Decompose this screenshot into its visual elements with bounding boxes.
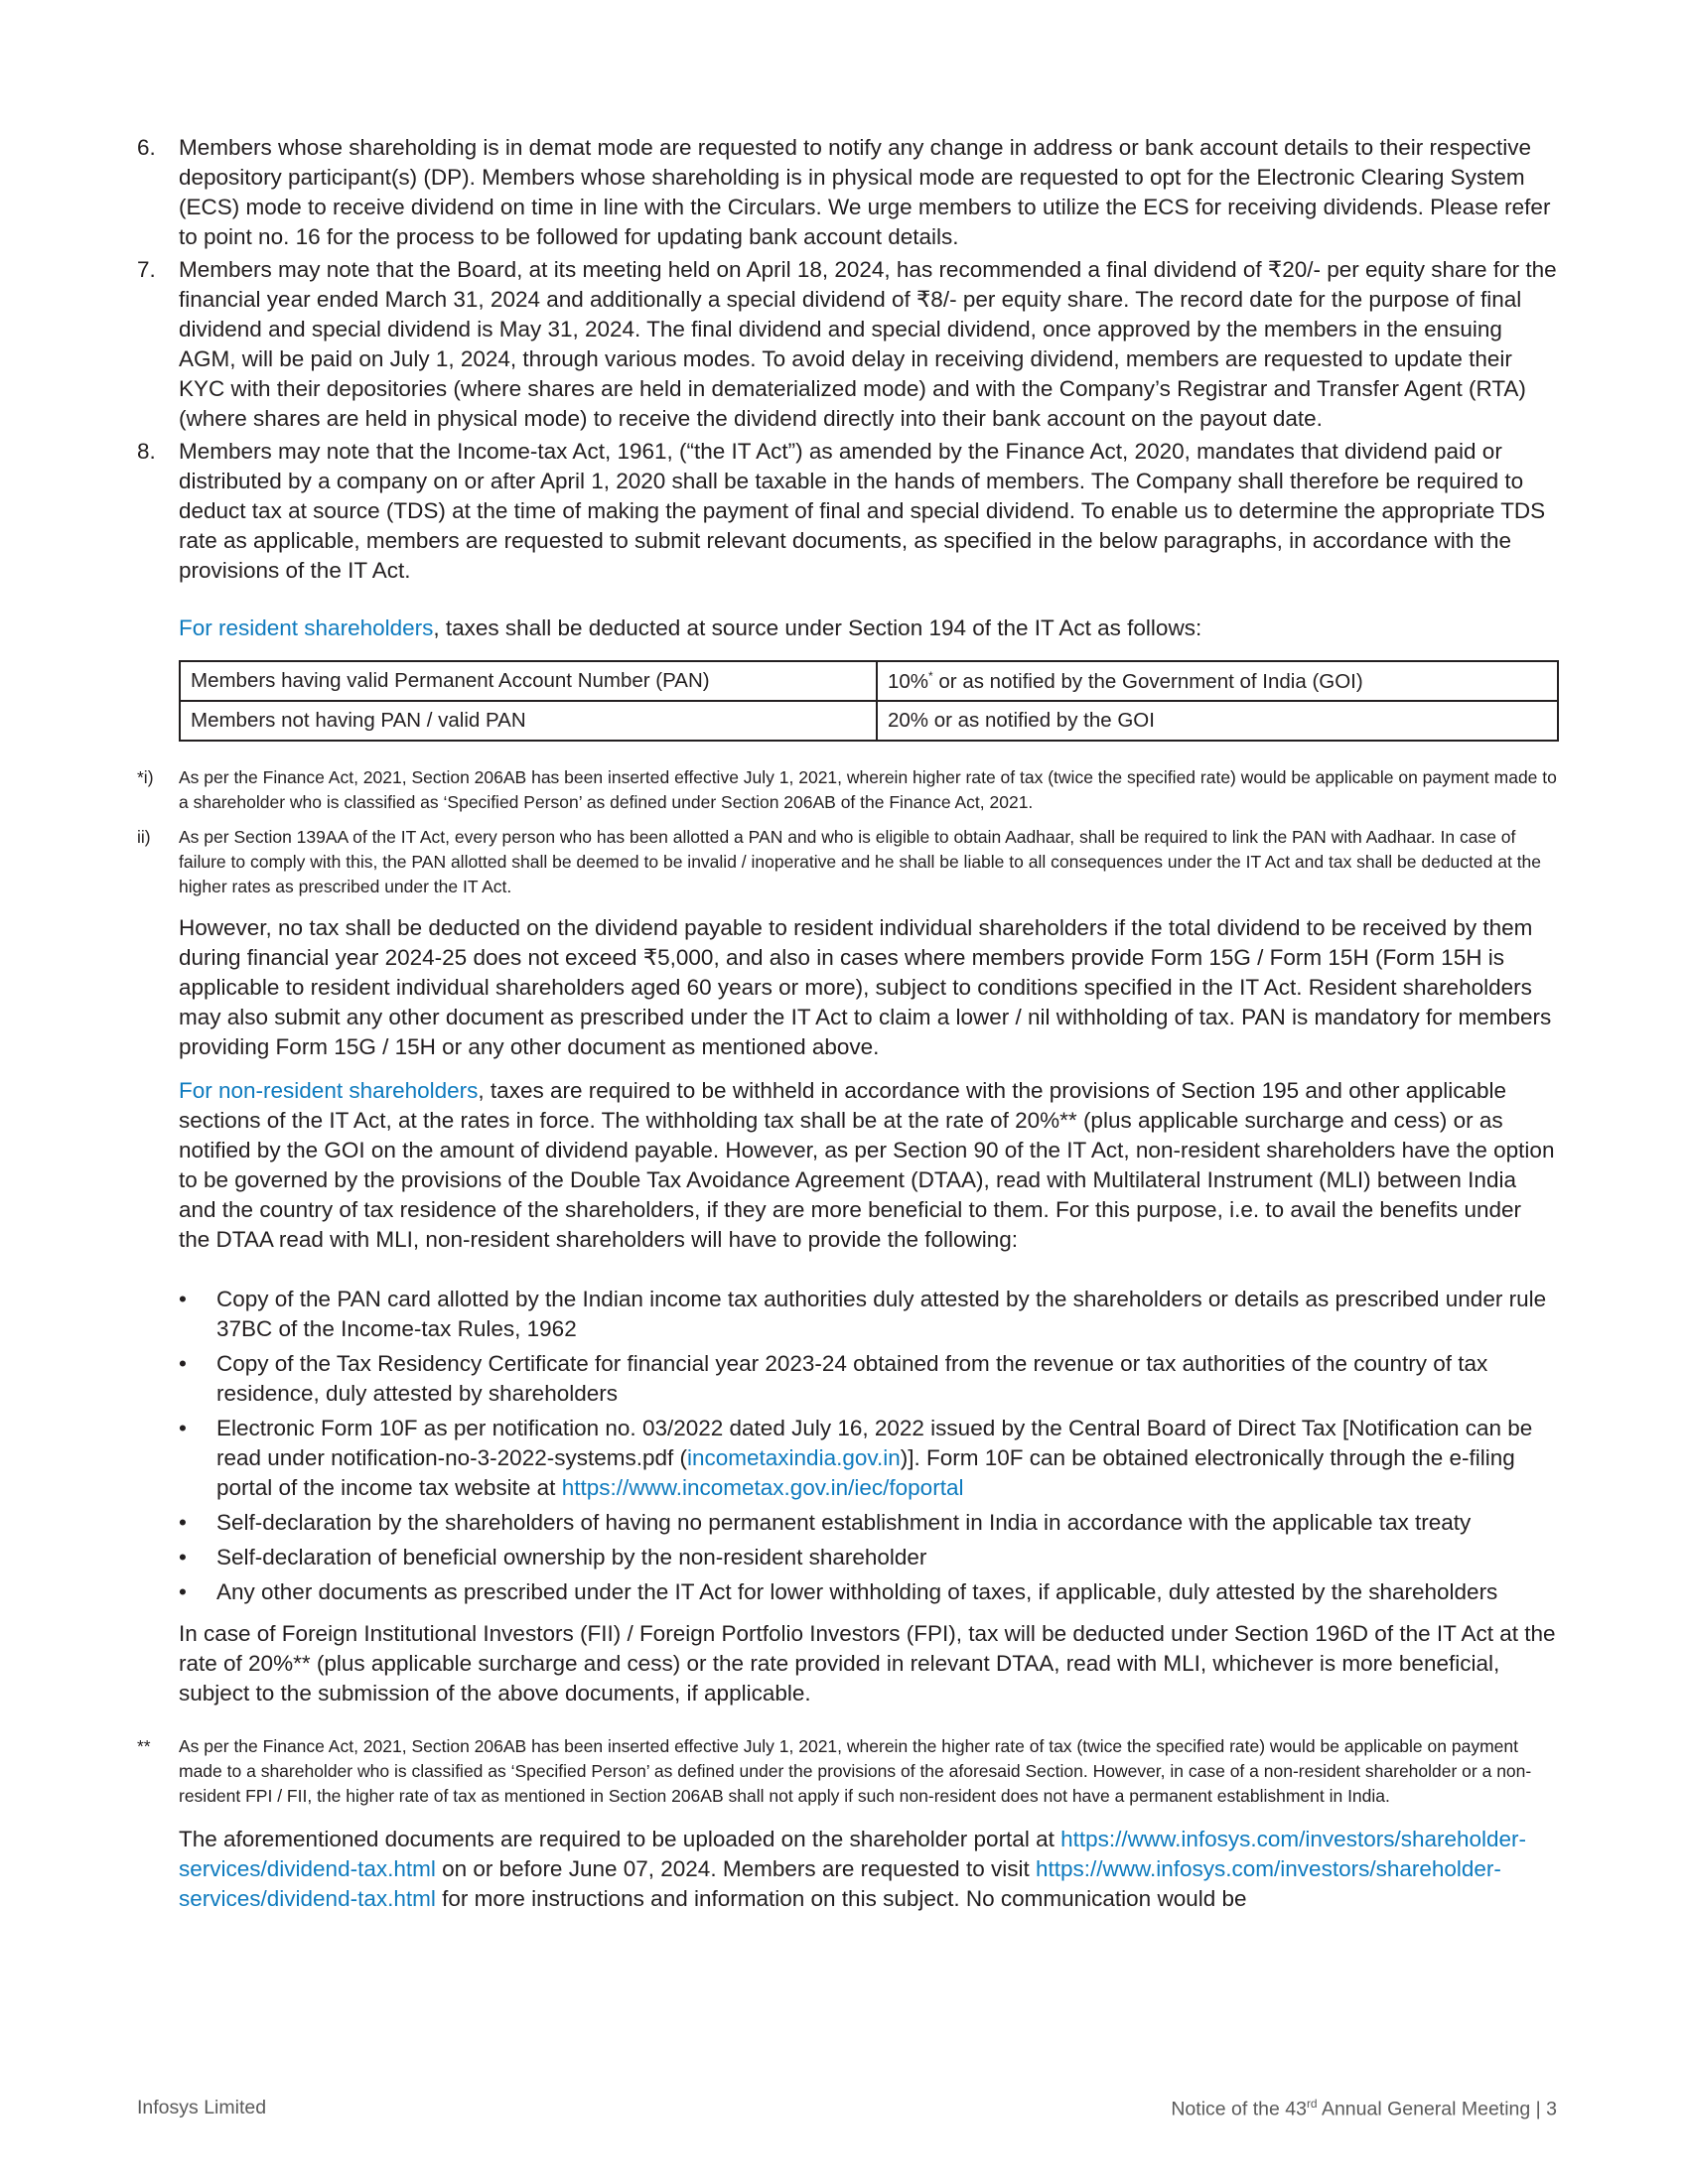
list-item: • Self-declaration by the shareholders of having no permanent establishment in India in accordance with the applicable tax treaty	[179, 1508, 1557, 1538]
table-row	[180, 701, 1558, 741]
item-number: 6.	[137, 135, 156, 160]
resident-intro	[179, 614, 1557, 643]
resident-link[interactable]: For resident shareholders	[179, 615, 434, 640]
list-item: • Copy of the Tax Residency Certificate for financial year 2023-24 obtained from the revenue or tax authorities of the country of tax residence, duly attested by shareholders	[179, 1349, 1557, 1409]
list-item-8	[137, 437, 1557, 586]
list-item-7	[137, 255, 1557, 434]
nonresident-paragraph	[179, 1076, 1557, 1255]
however-paragraph: However, no tax shall be deducted on the dividend payable to resident individual shareholders if the total dividend to be received by them during financial year 2024-25 does not exceed ₹5,000, and also in cases where members provide Form 15G / Form 15H (Form 15H is applicable to resident individual shareholders aged 60 years or more), subject to conditions specified in the IT Act. Resident shareholders may also submit any other document as prescribed under the IT Act to claim a lower / nil withholding of tax. PAN is mandatory for members providing Form 15G / 15H or any other document as mentioned above.	[179, 915, 1552, 1059]
table-cell: 10%* or as notified by the Government of India (GOI)	[877, 661, 1558, 701]
footnote-text: As per the Finance Act, 2021, Section 206AB has been inserted effective July 1, 2021, wherein the higher rate of tax (twice the specified rate) would be applicable on payment made to a shareholder who is classified as ‘Specified Person’ as defined under the provisions of the aforesaid Section. However, in case of a non-resident shareholder or a non-resident FPI / FII, the higher rate of tax as mentioned in Section 206AB shall not apply if such non-resident does not have a permanent establishment in India.	[179, 1736, 1532, 1806]
footnote-i	[137, 765, 1557, 815]
footnote-text: As per the Finance Act, 2021, Section 206AB has been inserted effective July 1, 2021, wherein higher rate of tax (twice the specified rate) would be applicable on payment made to a shareholder who is classified as ‘Specified Person’ as defined under Section 206AB of the Finance Act, 2021.	[179, 767, 1557, 812]
bullet-icon: •	[179, 1545, 187, 1570]
item-number: 8.	[137, 439, 156, 464]
list-item: • Electronic Form 10F as per notification no. 03/2022 dated July 16, 2022 issued by the Central Board of Direct Tax [Notification can be read under notification-no-3-2022-systems.pdf (incometaxindia.gov.in)]. Form 10F can be obtained electronically through the e-filing portal of the income tax website at https://www.incometax.gov.in/iec/foportal	[179, 1414, 1557, 1503]
item-text: Members whose shareholding is in demat mode are requested to notify any change in address or bank account details to their respective depository participant(s) (DP). Members whose shareholding is in physical mode are requested to opt for the Electronic Clearing System (ECS) mode to receive dividend on time in line with the Circulars. We urge members to utilize the ECS for receiving dividends. Please refer to point no. 16 for the process to be followed for updating bank account details.	[179, 135, 1551, 249]
footnote-text: As per Section 139AA of the IT Act, every person who has been allotted a PAN and who is eligible to obtain Aadhaar, shall be required to link the PAN with Aadhaar. In case of failure to comply with this, the PAN allotted shall be deemed to be invalid / inoperative and he shall be liable to all consequences under the IT Act and tax shall be deducted at the higher rates as prescribed under the IT Act.	[179, 827, 1542, 896]
dividend-tax-link-2[interactable]: https://www.infosys.com/investors/shareholder-services/dividend-tax.html	[179, 1856, 1501, 1911]
nonresident-link[interactable]: For non-resident shareholders	[179, 1078, 479, 1103]
footer-company: Infosys Limited	[137, 2097, 267, 2118]
footnote-mark: ii)	[137, 827, 151, 847]
foportal-link[interactable]: https://www.incometax.gov.in/iec/foportal	[561, 1475, 964, 1500]
item-text: Members may note that the Income-tax Act, 1961, (“the IT Act”) as amended by the Finance Act, 2020, mandates that dividend paid or distributed by a company on or after April 1, 2020 shall be taxable in the hands of members. The Company shall therefore be required to deduct tax at source (TDS) at the time of making the payment of final and special dividend. To enable us to determine the appropriate TDS rate as applicable, members are requested to submit relevant documents, as specified in the below paragraphs, in accordance with the provisions of the IT Act.	[179, 439, 1546, 583]
page-content	[137, 133, 1557, 1914]
list-item-6	[137, 133, 1557, 252]
footnote-mark: *i)	[137, 767, 154, 787]
documents-list	[179, 1285, 1557, 1607]
footer-page-info: Notice of the 43rd Annual General Meeting | 3	[1171, 2097, 1557, 2120]
resident-text: , taxes shall be deducted at source under Section 194 of the IT Act as follows:	[433, 615, 1202, 640]
tds-rate-table	[179, 660, 1559, 742]
fii-paragraph: In case of Foreign Institutional Investors (FII) / Foreign Portfolio Investors (FPI), tax will be deducted under Section 196D of the IT Act at the rate of 20%** (plus applicable surcharge and cess) or the rate provided in relevant DTAA, read with MLI, whichever is more beneficial, subject to the submission of the above documents, if applicable.	[179, 1621, 1556, 1706]
bullet-icon: •	[179, 1416, 187, 1440]
footnote-mark: **	[137, 1736, 151, 1756]
bullet-icon: •	[179, 1510, 187, 1535]
dividend-tax-link-1[interactable]: https://www.infosys.com/investors/shareholder-services/dividend-tax.html	[179, 1827, 1527, 1881]
list-item: • Any other documents as prescribed under the IT Act for lower withholding of taxes, if applicable, duly attested by the shareholders	[179, 1577, 1557, 1607]
item-number: 7.	[137, 257, 156, 282]
table-cell: Members having valid Permanent Account Number (PAN)	[180, 661, 877, 701]
bullet-icon: •	[179, 1351, 187, 1376]
item-text: Members may note that the Board, at its meeting held on April 18, 2024, has recommended a final dividend of ₹20/- per equity share for the financial year ended March 31, 2024 and additionally a special dividend of ₹8/- per equity share. The record date for the purpose of final dividend and special dividend is May 31, 2024. The final dividend and special dividend, once approved by the members in the ensuing AGM, will be paid on July 1, 2024, through various modes. To avoid delay in receiving dividend, members are requested to update their KYC with their depositories (where shares are held in dematerialized mode) and with the Company’s Registrar and Transfer Agent (RTA) (where shares are held in physical mode) to receive the dividend directly into their bank account on the payout date.	[179, 257, 1557, 431]
final-paragraph: The aforementioned documents are required to be uploaded on the shareholder portal at https://www.infosys.com/investors/shareholder-services/dividend-tax.html on or before June 07, 2024. Members are requested to visit https://www.infosys.com/investors/shareholder-services/dividend-tax.html for more instructions and information on this subject. No communication would be	[179, 1827, 1527, 1911]
nonresident-text: , taxes are required to be withheld in accordance with the provisions of Section 195 and other applicable sections of the IT Act, at the rates in force. The withholding tax shall be at the rate of 20%** (plus applicable surcharge and cess) or as notified by the GOI on the amount of dividend payable. However, as per Section 90 of the IT Act, non-resident shareholders have the option to be governed by the provisions of the Double Tax Avoidance Agreement (DTAA), read with Multilateral Instrument (MLI) between India and the country of tax residence of the shareholders, if they are more beneficial to them. For this purpose, i.e. to avail the benefits under the DTAA read with MLI, non-resident shareholders will have to provide the following:	[179, 1078, 1555, 1252]
list-item: • Self-declaration of beneficial ownership by the non-resident shareholder	[179, 1543, 1557, 1572]
table-row	[180, 661, 1558, 701]
list-item: • Copy of the PAN card allotted by the Indian income tax authorities duly attested by the shareholders or details as prescribed under rule 37BC of the Income-tax Rules, 1962	[179, 1285, 1557, 1344]
table-cell: Members not having PAN / valid PAN	[180, 701, 877, 741]
footnote-ii	[137, 825, 1557, 899]
bullet-icon: •	[179, 1287, 187, 1311]
table-cell: 20% or as notified by the GOI	[877, 701, 1558, 741]
footnote-double-star	[137, 1734, 1557, 1809]
bullet-icon: •	[179, 1579, 187, 1604]
incometaxindia-link[interactable]: incometaxindia.gov.in	[687, 1445, 901, 1470]
